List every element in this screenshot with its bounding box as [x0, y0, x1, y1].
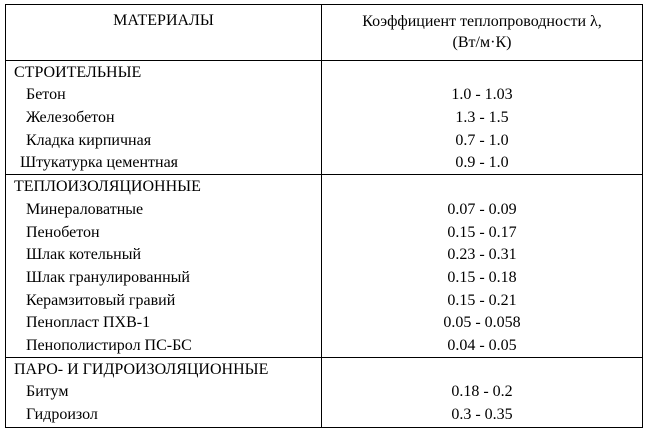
section-divider [6, 357, 642, 358]
header-conductivity-line2: (Вт/м·К) [452, 34, 512, 51]
material-value: 0.04 - 0.05 [447, 337, 517, 354]
material-value: 0.15 - 0.17 [447, 224, 517, 241]
material-value: 0.9 - 1.0 [455, 154, 509, 171]
material-name: Гидроизол [26, 406, 98, 423]
material-name: Керамзитовый гравий [26, 292, 176, 309]
header-conductivity-line1: Коэффициент теплопроводности λ, [362, 13, 602, 30]
thermal-conductivity-table [5, 4, 643, 428]
section-title: ПАРО- И ГИДРОИЗОЛЯЦИОННЫЕ [14, 361, 269, 378]
section-title: ТЕПЛОИЗОЛЯЦИОННЫЕ [14, 178, 201, 195]
material-name: Минераловатные [26, 201, 144, 218]
header-divider [6, 60, 642, 61]
material-value: 0.05 - 0.058 [443, 314, 521, 331]
material-value: 0.3 - 0.35 [451, 406, 513, 423]
material-name: Шлак гранулированный [26, 269, 190, 286]
material-name: Пенополистирол ПС-БС [26, 337, 192, 354]
material-name: Бетон [26, 86, 66, 103]
material-value: 0.15 - 0.21 [447, 292, 517, 309]
material-value: 0.23 - 0.31 [447, 246, 517, 263]
material-value: 0.07 - 0.09 [447, 201, 517, 218]
material-name: Железобетон [26, 109, 115, 126]
header-materials: МАТЕРИАЛЫ [113, 12, 214, 29]
material-name: Кладка кирпичная [26, 132, 152, 149]
header-conductivity [322, 11, 642, 53]
material-name: Пенопласт ПХВ-1 [26, 314, 151, 331]
material-value: 0.15 - 0.18 [447, 269, 517, 286]
material-value: 1.0 - 1.03 [451, 86, 513, 103]
material-name: Битум [26, 383, 69, 400]
section-divider [6, 174, 642, 175]
material-value: 0.7 - 1.0 [455, 132, 509, 149]
material-name: Шлак котельный [26, 246, 141, 263]
material-value: 0.18 - 0.2 [451, 383, 513, 400]
section-title: СТРОИТЕЛЬНЫЕ [14, 64, 142, 81]
material-value: 1.3 - 1.5 [455, 109, 509, 126]
material-name: Пенобетон [26, 224, 100, 241]
material-name: Штукатурка цементная [20, 154, 179, 171]
